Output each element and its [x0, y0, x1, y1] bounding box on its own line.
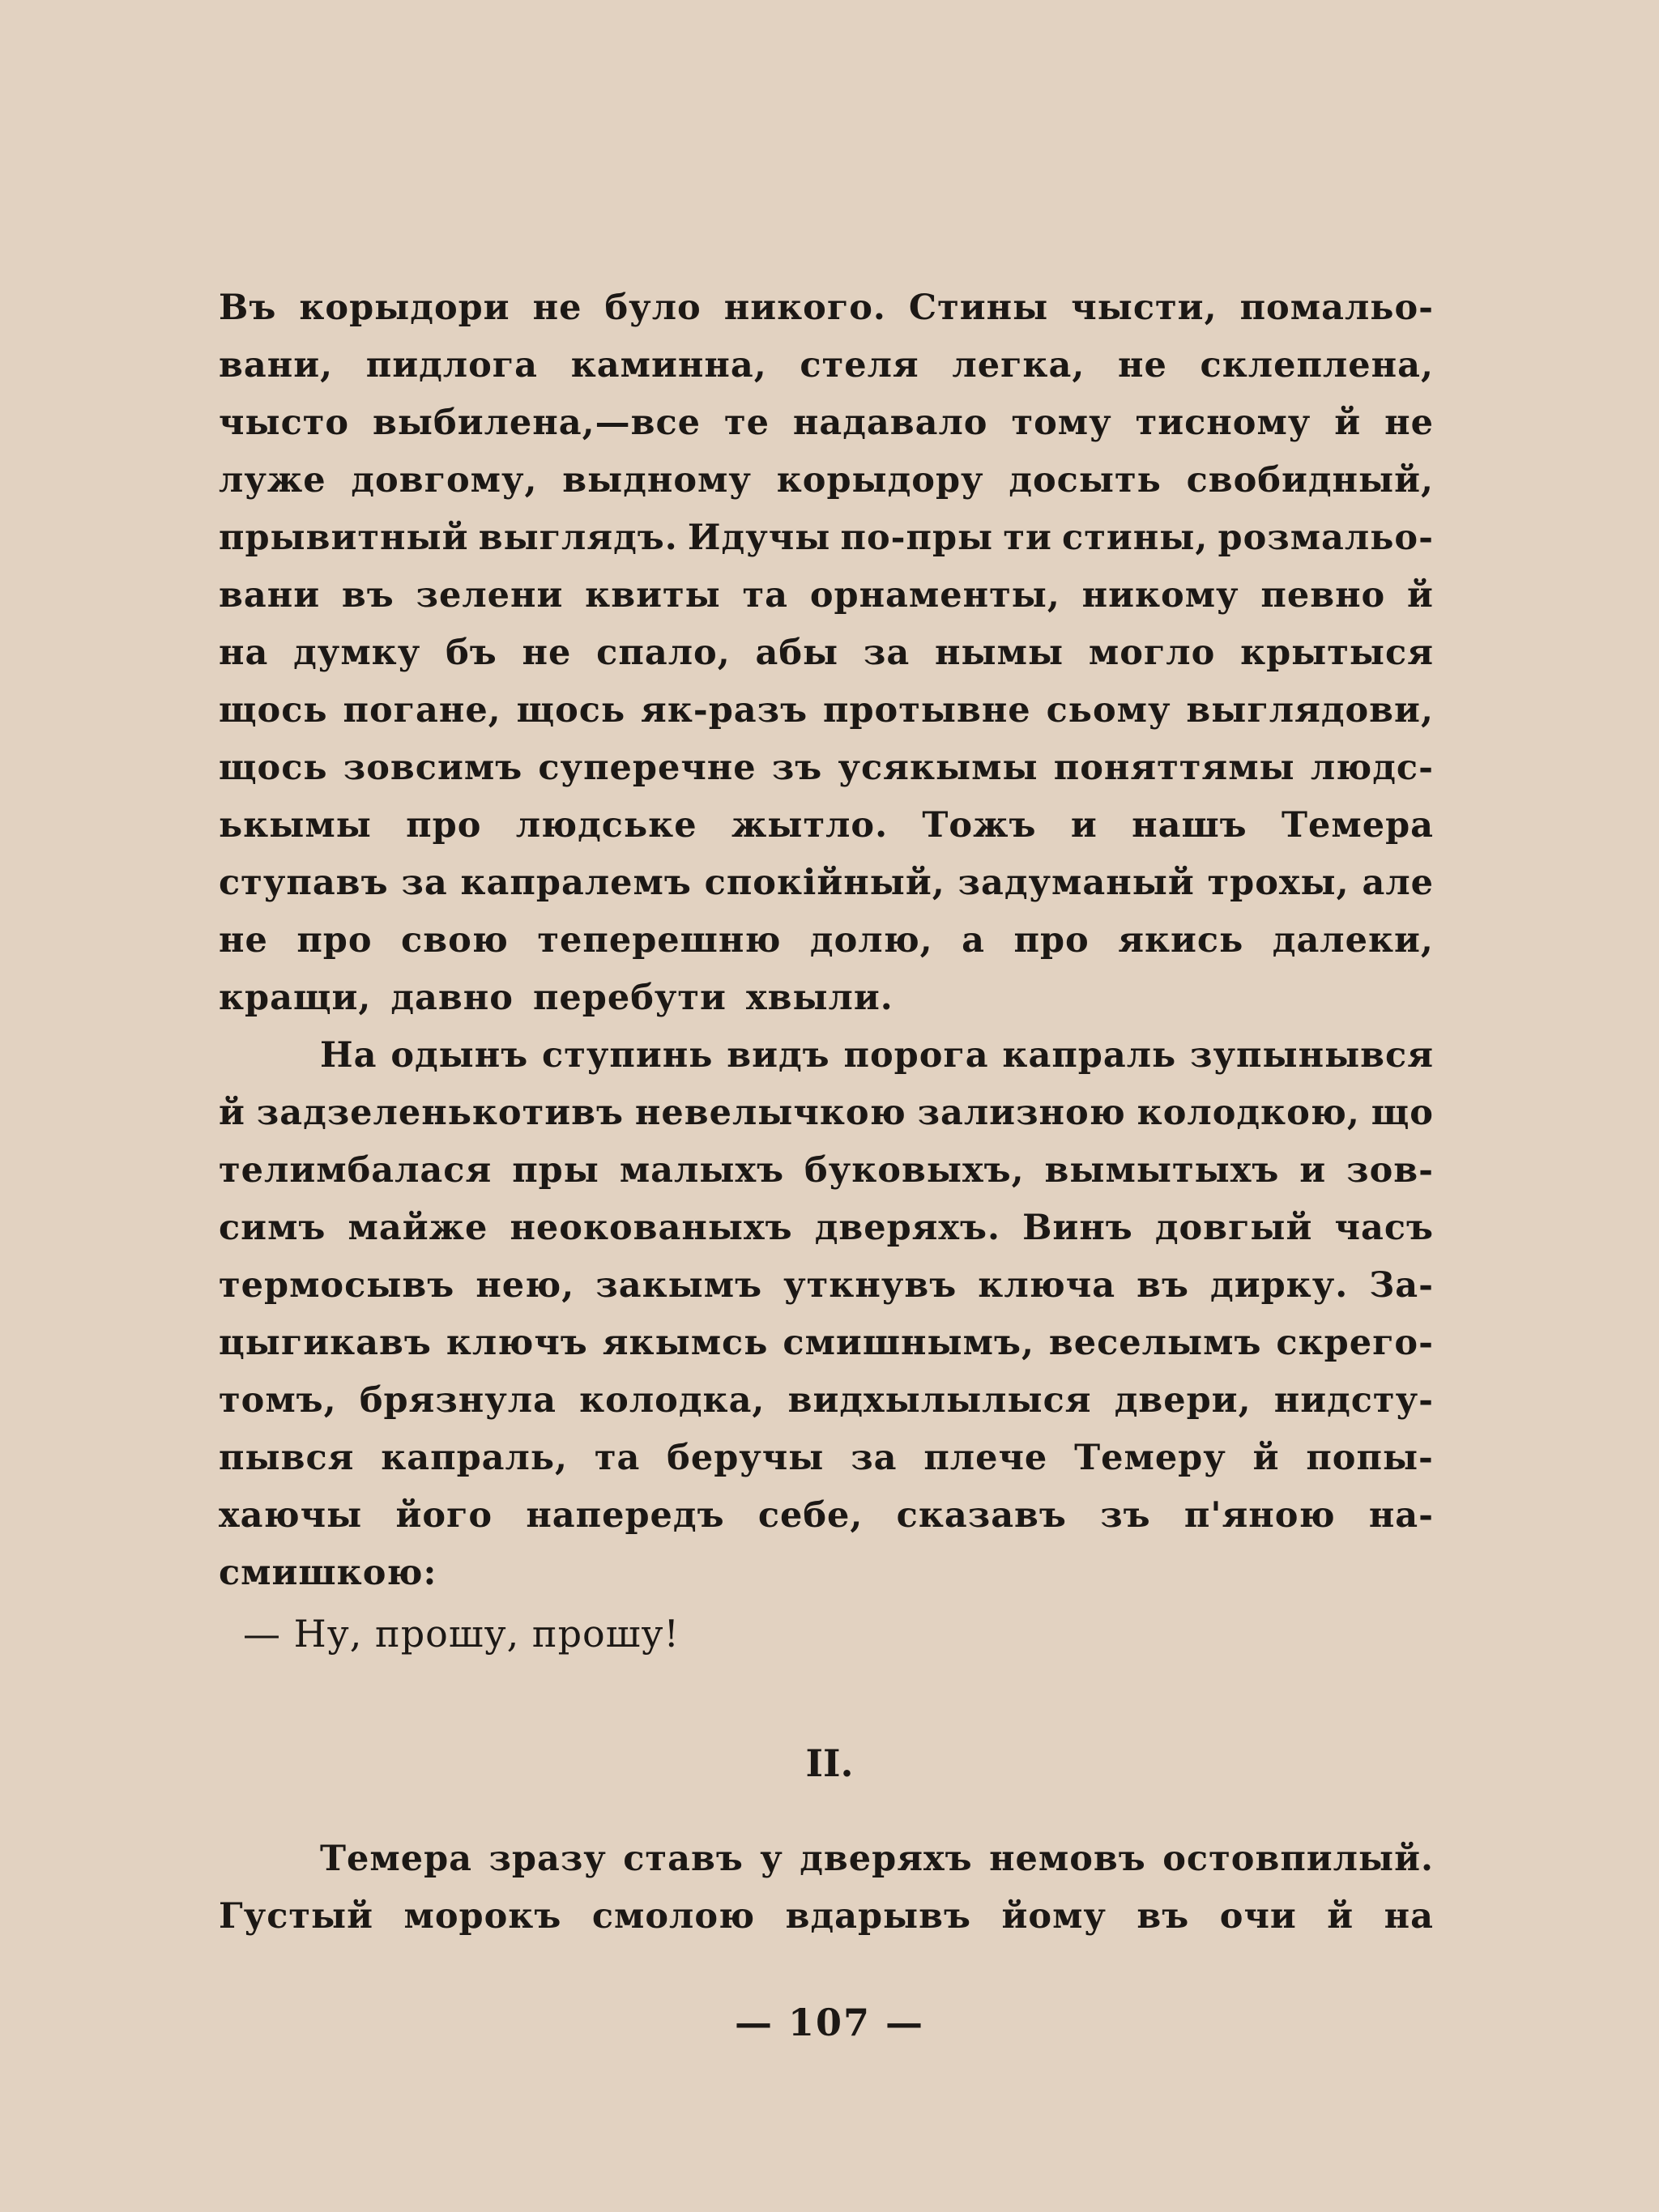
word: дверяхъ.	[814, 1208, 1001, 1248]
word: цыгикавъ	[219, 1323, 432, 1363]
word: хаючы	[219, 1495, 363, 1536]
word: напередъ	[526, 1495, 725, 1536]
text-line	[219, 978, 1434, 1035]
word: задзеленькотивъ	[256, 1093, 625, 1133]
word: Тожъ	[922, 805, 1037, 846]
word: неокованыхъ	[510, 1208, 793, 1248]
word: за	[863, 633, 911, 673]
word: якись	[1118, 920, 1244, 961]
word: корыдору	[776, 460, 984, 501]
word: що	[1371, 1093, 1434, 1133]
word: зупынывся	[1190, 1035, 1434, 1076]
word: колодкою,	[1137, 1093, 1360, 1133]
word: томъ,	[219, 1380, 337, 1421]
word: спокійный,	[704, 863, 945, 903]
word: ькымы	[219, 805, 372, 846]
word: не	[532, 288, 582, 328]
word: про	[406, 805, 482, 846]
word: було	[604, 288, 702, 328]
word: й	[1334, 403, 1362, 443]
word: ступавъ	[219, 863, 389, 903]
text-line	[219, 920, 1434, 978]
text-line	[219, 1553, 1434, 1610]
word: сьому	[1046, 690, 1171, 731]
word: беручы	[667, 1438, 825, 1478]
word: корыдори	[299, 288, 510, 328]
word: каминна,	[570, 345, 767, 386]
text-line	[219, 288, 1434, 345]
word: очи	[1219, 1896, 1297, 1937]
word: й	[1407, 575, 1434, 616]
word: ступинь	[542, 1035, 714, 1076]
word: остовпилый.	[1162, 1839, 1434, 1879]
word: на	[219, 633, 269, 673]
word: тисному	[1135, 403, 1311, 443]
word: чысто	[219, 403, 350, 443]
word: щось	[219, 748, 328, 788]
word: зразу	[488, 1839, 607, 1879]
text-line	[219, 1839, 1434, 1896]
word: немовъ	[989, 1839, 1146, 1879]
word: усякымы	[838, 748, 1038, 788]
word: долю,	[809, 920, 933, 961]
word: а	[962, 920, 985, 961]
word: зъ	[1100, 1495, 1151, 1536]
text-line	[219, 1495, 1434, 1553]
word: та	[742, 575, 789, 616]
dialogue-line: — Ну, прошу, прошу!	[243, 1612, 680, 1656]
word: легка,	[952, 345, 1085, 386]
word: одынъ	[390, 1035, 529, 1076]
word: прывитный	[219, 518, 469, 558]
word: орнаменты,	[809, 575, 1060, 616]
word: та	[594, 1438, 641, 1478]
word: довгому,	[351, 460, 538, 501]
text-line	[219, 1380, 1434, 1438]
word: часъ	[1334, 1208, 1434, 1248]
word: термосывъ	[219, 1265, 455, 1306]
word: про	[1013, 920, 1090, 961]
word: нидсту-	[1273, 1380, 1434, 1421]
word: тому	[1011, 403, 1112, 443]
word: за	[401, 863, 448, 903]
word: йому	[1001, 1896, 1107, 1937]
word: пры	[512, 1150, 599, 1191]
word: довгый	[1154, 1208, 1313, 1248]
word: нашъ	[1132, 805, 1247, 846]
word: ключъ	[446, 1323, 588, 1363]
word: думку	[293, 633, 421, 673]
word: могло	[1088, 633, 1216, 673]
word: ставъ	[623, 1839, 744, 1879]
word: смишкою:	[219, 1553, 437, 1593]
word: Стины	[908, 288, 1049, 328]
word: певно	[1260, 575, 1386, 616]
text-line	[219, 345, 1434, 403]
word: вани,	[219, 345, 334, 386]
word: зъ	[771, 748, 823, 788]
word: майже	[348, 1208, 488, 1248]
word: въ	[1137, 1896, 1190, 1937]
word: його	[395, 1495, 493, 1536]
word: й	[219, 1093, 245, 1133]
word: Темеру	[1074, 1438, 1226, 1478]
word: кращи,	[219, 978, 372, 1018]
word: луже	[219, 460, 326, 501]
word: буковыхъ,	[804, 1150, 1025, 1191]
word: надавало	[792, 403, 988, 443]
word: себе,	[757, 1495, 864, 1536]
word: въ	[341, 575, 394, 616]
word: трохы,	[1207, 863, 1350, 903]
word: стеля	[800, 345, 919, 386]
word: свою	[401, 920, 509, 961]
word: не	[219, 920, 268, 961]
word: по-пры	[840, 518, 994, 558]
word: телимбалася	[219, 1150, 493, 1191]
word: Темера	[320, 1839, 472, 1879]
text-line	[219, 1208, 1434, 1265]
word: малыхъ	[619, 1150, 785, 1191]
word: суперечне	[538, 748, 757, 788]
word: перебути	[532, 978, 727, 1018]
word: чысти,	[1071, 288, 1218, 328]
text-line	[219, 1323, 1434, 1380]
word: и	[1070, 805, 1098, 846]
word: погане,	[343, 690, 501, 731]
word: на-	[1368, 1495, 1434, 1536]
word: капраль	[1002, 1035, 1177, 1076]
word: але	[1362, 863, 1434, 903]
word: никого.	[723, 288, 886, 328]
word: выбилена,—все	[373, 403, 701, 443]
word: якымсь	[602, 1323, 769, 1363]
text-line	[219, 1093, 1434, 1150]
word: абы	[755, 633, 839, 673]
word: п'яною	[1183, 1495, 1336, 1536]
text-line	[219, 403, 1434, 460]
word: и	[1299, 1150, 1327, 1191]
text-line	[219, 1438, 1434, 1495]
word: въ	[1137, 1265, 1189, 1306]
text-line	[219, 460, 1434, 518]
word: вдарывъ	[785, 1896, 972, 1937]
word: морокъ	[403, 1896, 562, 1937]
word: пидлога	[365, 345, 539, 386]
page-number: — 107 —	[734, 2001, 925, 2044]
word: Густый	[219, 1896, 374, 1937]
word: видъ	[727, 1035, 830, 1076]
word: смолою	[591, 1896, 756, 1937]
word: за	[851, 1438, 898, 1478]
word: симъ	[219, 1208, 326, 1248]
word: не	[522, 633, 572, 673]
word: людське	[515, 805, 697, 846]
word: давно	[390, 978, 514, 1018]
word: плече	[923, 1438, 1048, 1478]
text-line	[219, 690, 1434, 748]
word: досыть	[1009, 460, 1162, 501]
word: хвыли.	[745, 978, 893, 1018]
text-line	[219, 863, 1434, 920]
word: выглядъ.	[478, 518, 678, 558]
text-line	[219, 748, 1434, 805]
word: у	[760, 1839, 783, 1879]
text-line	[219, 1265, 1434, 1323]
word: жытло.	[731, 805, 889, 846]
word: сказавъ	[896, 1495, 1067, 1536]
word: пывся	[219, 1438, 355, 1478]
word: свобидный,	[1186, 460, 1434, 501]
word: не	[1118, 345, 1167, 386]
word: Винъ	[1022, 1208, 1133, 1248]
word: ти	[1003, 518, 1052, 558]
word: зов-	[1346, 1150, 1434, 1191]
word: вани	[219, 575, 321, 616]
word: зовсимъ	[343, 748, 523, 788]
text-line	[219, 518, 1434, 575]
word: веселымъ	[1048, 1323, 1262, 1363]
word: й	[1327, 1896, 1354, 1937]
word: стины,	[1062, 518, 1209, 558]
word: людс-	[1310, 748, 1434, 788]
word: видхылылыся	[787, 1380, 1092, 1421]
word: щось	[219, 690, 328, 731]
word: скрего-	[1276, 1323, 1434, 1363]
word: й	[1252, 1438, 1280, 1478]
word: бъ	[446, 633, 497, 673]
word: выдному	[562, 460, 752, 501]
word: крытыся	[1240, 633, 1434, 673]
section-heading: II.	[805, 1741, 854, 1785]
word: не	[1384, 403, 1434, 443]
word: двери,	[1114, 1380, 1252, 1421]
word: зелени	[416, 575, 564, 616]
text-line	[219, 575, 1434, 633]
word: выглядови,	[1186, 690, 1434, 731]
word: зализною	[917, 1093, 1126, 1133]
word: далеки,	[1272, 920, 1434, 961]
word: нею,	[476, 1265, 575, 1306]
word: розмальо-	[1218, 518, 1434, 558]
word: на	[1384, 1896, 1434, 1937]
word: За-	[1369, 1265, 1434, 1306]
word: ключа	[978, 1265, 1116, 1306]
word: дверяхъ	[800, 1839, 973, 1879]
word: нымы	[935, 633, 1064, 673]
word: як-разъ	[641, 690, 808, 731]
word: уткнувъ	[783, 1265, 957, 1306]
word: спало,	[596, 633, 731, 673]
word: поняттямы	[1053, 748, 1295, 788]
text-line	[219, 1150, 1434, 1208]
text-line	[219, 1035, 1434, 1093]
word: Темера	[1282, 805, 1434, 846]
word: задуманый	[957, 863, 1195, 903]
word: склеплена,	[1200, 345, 1434, 386]
text-line	[219, 805, 1434, 863]
word: теперешню	[537, 920, 782, 961]
word: вымытыхъ	[1044, 1150, 1280, 1191]
word: помальо-	[1239, 288, 1434, 328]
text-line	[219, 633, 1434, 690]
word: капраль,	[381, 1438, 569, 1478]
word: квиты	[585, 575, 721, 616]
word: протывне	[822, 690, 1031, 731]
word: дирку.	[1210, 1265, 1349, 1306]
word: брязнула	[359, 1380, 557, 1421]
word: попы-	[1306, 1438, 1434, 1478]
word: закымъ	[595, 1265, 763, 1306]
word: те	[723, 403, 770, 443]
word: про	[296, 920, 373, 961]
word: смишнымъ,	[783, 1323, 1034, 1363]
word: невелычкою	[634, 1093, 906, 1133]
word: капралемъ	[460, 863, 692, 903]
word: колодка,	[579, 1380, 766, 1421]
word: На	[320, 1035, 377, 1076]
word: Идучы	[687, 518, 831, 558]
word: порога	[843, 1035, 989, 1076]
text-line	[219, 1896, 1434, 1954]
word: Въ	[219, 288, 277, 328]
word: щось	[516, 690, 626, 731]
word: никому	[1081, 575, 1239, 616]
